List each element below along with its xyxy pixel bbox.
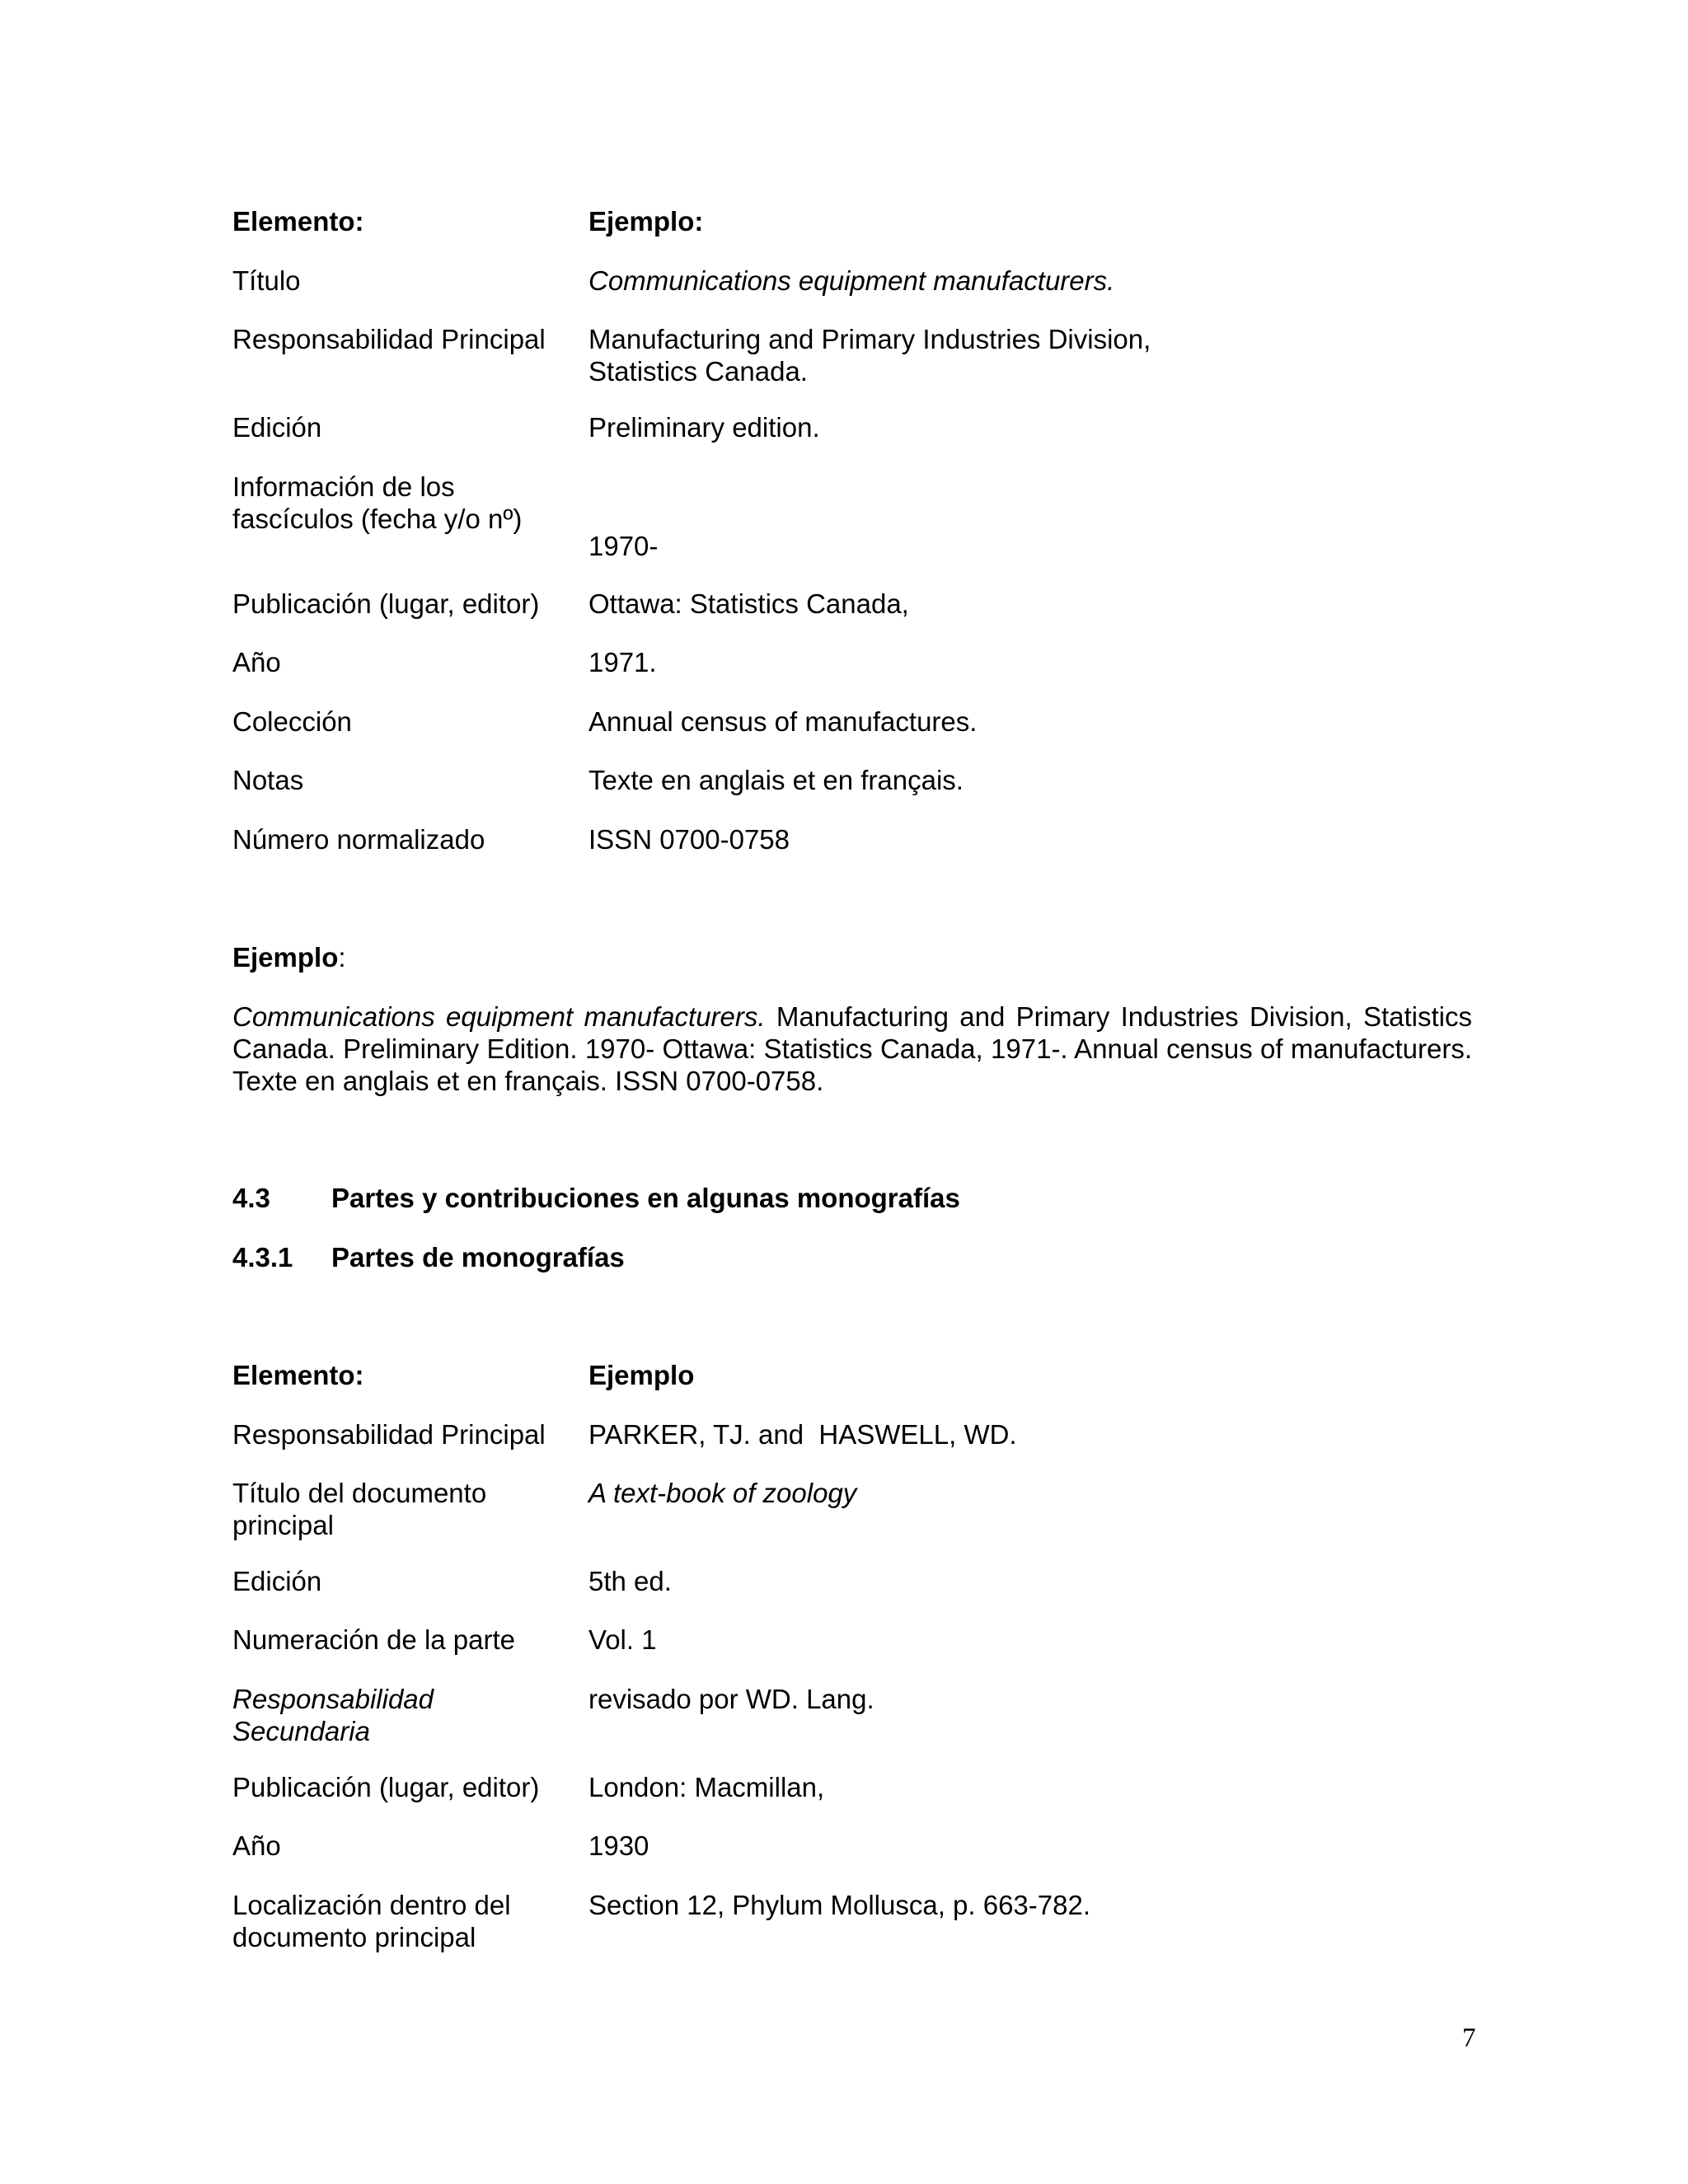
example-citation [232, 1001, 1472, 1097]
row-element: Publicación (lugar, editor) [232, 588, 540, 619]
row-element: Edición [232, 1566, 322, 1596]
row-element [232, 471, 579, 535]
row-example: 1971. [588, 647, 657, 677]
row-element-line: principal [232, 1510, 334, 1540]
row-example: Communications equipment manufacturers. [588, 265, 1115, 296]
section-number: 4.3 [232, 1183, 270, 1213]
row-element: Numeración de la parte [232, 1624, 516, 1655]
row-example [588, 323, 1472, 387]
table2-header-example: Ejemplo [588, 1360, 695, 1390]
row-example: 1970- [588, 531, 659, 561]
row-element-line: documento principal [232, 1922, 476, 1952]
row-example: PARKER, TJ. and HASWELL, WD. [588, 1419, 1017, 1450]
page-number: 7 [1462, 2023, 1476, 2053]
row-example: 1930 [588, 1830, 649, 1861]
row-element [232, 1477, 579, 1541]
row-element: Responsabilidad Principal [232, 1419, 546, 1450]
row-element-line: Título del documento [232, 1478, 487, 1508]
row-example: London: Macmillan, [588, 1772, 825, 1802]
subsection-number: 4.3.1 [232, 1242, 293, 1272]
row-example: Section 12, Phylum Mollusca, p. 663-782. [588, 1890, 1091, 1920]
row-example: A text-book of zoology [588, 1478, 857, 1508]
example-colon: : [338, 942, 346, 972]
row-element-line: Localización dentro del [232, 1890, 511, 1920]
subsection-title: Partes de monografías [331, 1242, 625, 1272]
row-element: Año [232, 1830, 281, 1861]
row-element-line: Información de los [232, 471, 455, 502]
row-element: Edición [232, 412, 322, 443]
row-element-line: Responsabilidad [232, 1684, 434, 1714]
row-element: Publicación (lugar, editor) [232, 1772, 540, 1802]
row-example: Vol. 1 [588, 1624, 657, 1655]
citation-rest: Manufacturing and Primary Industries Division, Statistics Canada. Preliminary Edition. 1970- Ottawa: Statistics Canada, 1971-. Annual census of manufacturers. Texte en anglais et en français. ISSN 0700-0758. [232, 1001, 1473, 1096]
row-example: ISSN 0700-0758 [588, 824, 790, 855]
row-element [232, 1683, 579, 1747]
row-element: Notas [232, 765, 304, 795]
row-element: Colección [232, 706, 352, 737]
row-element-line: fascículos (fecha y/o nº) [232, 504, 523, 534]
table2-header-element: Elemento: [232, 1360, 364, 1390]
document-page [232, 0, 1472, 2184]
table1-header-example: Ejemplo: [588, 206, 704, 237]
row-element: Número normalizado [232, 824, 485, 855]
row-example: revisado por WD. Lang. [588, 1684, 874, 1714]
section-title: Partes y contribuciones en algunas monografías [331, 1183, 960, 1213]
row-element [232, 1889, 579, 1953]
row-example: 5th ed. [588, 1566, 672, 1596]
row-example-line: Statistics Canada. [588, 356, 808, 387]
row-example: Preliminary edition. [588, 412, 820, 443]
row-example: Texte en anglais et en français. [588, 765, 964, 795]
table1-header-element: Elemento: [232, 206, 364, 237]
row-element: Título [232, 265, 301, 296]
row-example-line: Manufacturing and Primary Industries Division, [588, 324, 1151, 354]
row-element: Responsabilidad Principal [232, 324, 546, 354]
row-element: Año [232, 647, 281, 677]
example-label: Ejemplo [232, 942, 339, 972]
row-example: Ottawa: Statistics Canada, [588, 588, 909, 619]
citation-title: Communications equipment manufacturers. [232, 1001, 766, 1032]
row-example: Annual census of manufactures. [588, 706, 978, 737]
row-element-line: Secundaria [232, 1716, 370, 1746]
example-heading [232, 941, 1472, 973]
